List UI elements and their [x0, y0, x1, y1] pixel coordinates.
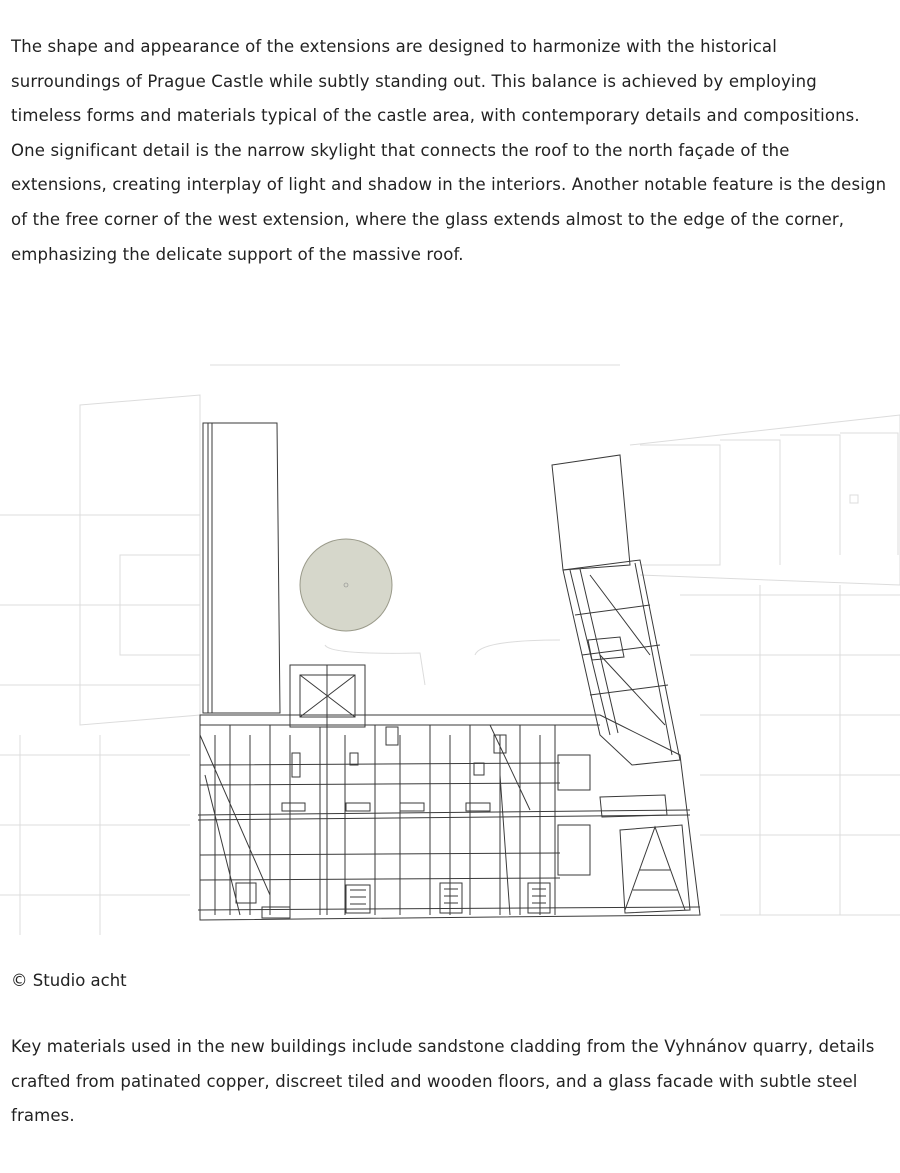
west-tower: [203, 423, 280, 713]
main-building-plan: [198, 665, 700, 920]
article-paragraph-1: The shape and appearance of the extensions are designed to harmonize with the historical surroundings of Prague Castle while subtly standing out. This balance is achieved by employing timeless forms and materials typical of the castle area, with contemporary details and compositions. One significant detail is the narrow skylight that connects the roof to the north façade of the extensions, creating interplay of light and shadow in the interiors. Another notable feature is the design of the free corner of the west extension, where the glass extends almost to the edge of the corner, emphasizing the delicate support of the massive roof.: [11, 37, 887, 264]
image-credit: © Studio acht: [11, 971, 127, 990]
floor-plan-figure: [0, 355, 900, 955]
floor-plan-drawing: [0, 355, 900, 955]
article-paragraph-2: Key materials used in the new buildings include sandstone cladding from the Vyhnánov quarry, details crafted from patinated copper, discreet tiled and wooden floors, and a glass facade with subtle steel frames.: [11, 1037, 875, 1126]
round-courtyard-feature: [300, 539, 392, 631]
east-wing: [552, 455, 680, 765]
